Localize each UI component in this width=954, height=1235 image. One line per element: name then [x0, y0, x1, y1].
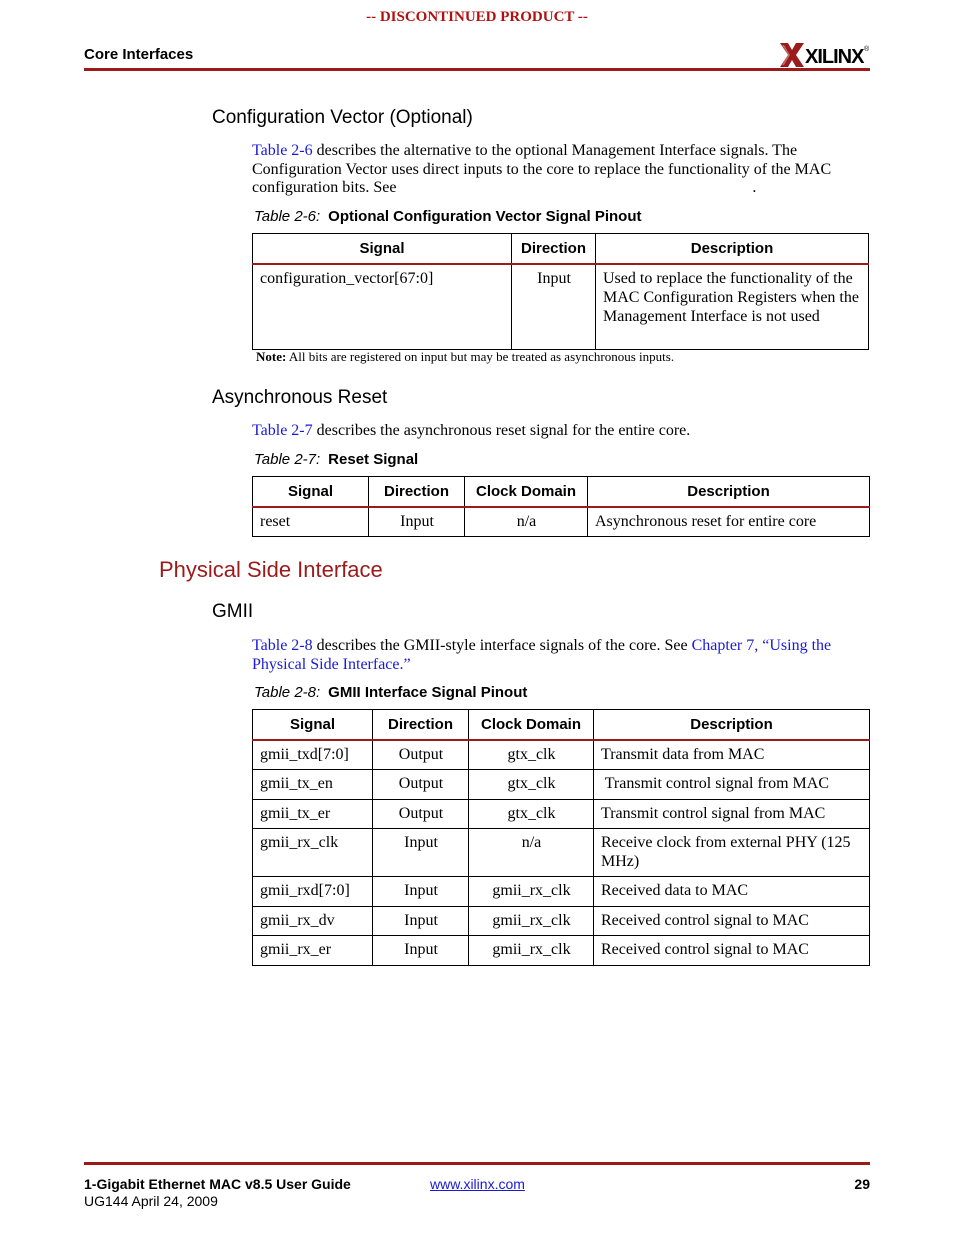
caption-table-2-8: [254, 684, 527, 701]
header-rule: [84, 68, 870, 71]
xilinx-logo: [778, 41, 870, 69]
table-row: [253, 876, 870, 906]
gmii-text: describes the GMII-style interface signals of the core. See: [312, 637, 692, 654]
cell-direction: Output: [373, 799, 469, 828]
section-heading-physical-side: Physical Side Interface: [159, 557, 383, 582]
header-direction: Direction: [373, 710, 469, 741]
table-row: [253, 769, 870, 799]
table-2-6: [252, 233, 869, 350]
cell-signal: gmii_txd[7:0]: [253, 740, 373, 769]
table-row: [253, 906, 870, 935]
cell-direction: Input: [373, 828, 469, 876]
section-heading-async-reset: Asynchronous Reset: [212, 387, 388, 408]
running-head: Core Interfaces: [84, 46, 194, 63]
caption-title: Optional Configuration Vector Signal Pinout: [328, 208, 642, 225]
table-row: [253, 740, 870, 769]
cell-direction: Output: [373, 740, 469, 769]
table-2-7: [252, 476, 870, 537]
table-header-row: [253, 710, 870, 741]
cell-signal: gmii_tx_er: [253, 799, 373, 828]
caption-label: Table 2-6:: [254, 208, 321, 225]
header-signal: Signal: [253, 477, 369, 508]
cell-description: Transmit control signal from MAC: [594, 799, 870, 828]
header-direction: Direction: [369, 477, 465, 508]
gmii-paragraph: [252, 637, 872, 674]
discontinued-banner: -- DISCONTINUED PRODUCT --: [366, 9, 588, 25]
cell-direction: Input: [369, 507, 465, 536]
table-header-row: [253, 234, 869, 265]
cell-direction: Input: [373, 906, 469, 935]
cell-description: Asynchronous reset for entire core: [588, 507, 870, 536]
cell-clock-domain: gmii_rx_clk: [469, 935, 594, 965]
cell-signal: gmii_rx_er: [253, 935, 373, 965]
cell-clock-domain: gmii_rx_clk: [469, 906, 594, 935]
footer-url-link[interactable]: www.xilinx.com: [430, 1176, 525, 1192]
note-text: All bits are registered on input but may be treated as asynchronous inputs.: [286, 349, 675, 364]
async-reset-text: describes the asynchronous reset signal for the entire core.: [312, 422, 691, 439]
cell-clock-domain: n/a: [465, 507, 588, 536]
xilinx-logo-icon: [778, 41, 870, 69]
caption-label: Table 2-8:: [254, 684, 321, 701]
logo-text: XILINX: [805, 46, 864, 68]
config-line-3-end: .: [752, 179, 757, 196]
config-vector-paragraph: [252, 142, 872, 198]
note-label: Note:: [256, 349, 287, 364]
cell-description: Used to replace the functionality of the MAC Configuration Registers when the Management Interface is not used: [596, 264, 869, 349]
header-direction: Direction: [512, 234, 596, 265]
config-line-3: configuration bits. See: [252, 179, 397, 196]
cell-direction: Output: [373, 769, 469, 799]
async-reset-paragraph: [252, 422, 690, 441]
table-2-8: [252, 709, 870, 966]
link-chapter-7-part-2[interactable]: Physical Side Interface.”: [252, 655, 411, 673]
link-chapter-7-part-1[interactable]: Chapter 7, “Using the: [691, 637, 832, 654]
footer-rule: [84, 1162, 870, 1165]
cell-description: Transmit control signal from MAC: [594, 769, 870, 799]
table-row: [253, 828, 870, 876]
caption-label: Table 2-7:: [254, 451, 321, 468]
cell-signal: gmii_rxd[7:0]: [253, 876, 373, 906]
table-row: [253, 799, 870, 828]
header-description: Description: [594, 710, 870, 741]
cell-direction: Input: [512, 264, 596, 349]
section-heading-config-vector: Configuration Vector (Optional): [212, 107, 473, 128]
cell-description: Received data to MAC: [594, 876, 870, 906]
header-description: Description: [588, 477, 870, 508]
table-row: [253, 935, 870, 965]
caption-table-2-6: [254, 208, 642, 225]
page-number: 29: [854, 1176, 870, 1192]
caption-title: GMII Interface Signal Pinout: [328, 684, 528, 701]
cell-description: Transmit data from MAC: [594, 740, 870, 769]
table-row: [253, 507, 870, 536]
cell-clock-domain: gtx_clk: [469, 740, 594, 769]
config-line-2: Configuration Vector uses direct inputs to the core to replace the functionality of the MAC: [252, 160, 832, 178]
cell-clock-domain: gmii_rx_clk: [469, 876, 594, 906]
cell-signal: configuration_vector[67:0]: [253, 264, 512, 349]
link-table-2-7[interactable]: Table 2-7: [252, 422, 313, 439]
cell-clock-domain: gtx_clk: [469, 799, 594, 828]
header-signal: Signal: [253, 234, 512, 265]
cell-clock-domain: n/a: [469, 828, 594, 876]
link-table-2-8[interactable]: Table 2-8: [252, 637, 313, 654]
caption-title: Reset Signal: [328, 451, 419, 468]
caption-table-2-7: [254, 451, 418, 468]
cell-signal: gmii_rx_clk: [253, 828, 373, 876]
config-line-1: describes the alternative to the optional Management Interface signals. The: [312, 142, 798, 159]
footer-guide-title: 1-Gigabit Ethernet MAC v8.5 User Guide: [84, 1176, 351, 1192]
cell-direction: Input: [373, 935, 469, 965]
section-heading-gmii: GMII: [212, 601, 254, 622]
table-header-row: [253, 477, 870, 508]
cell-description: Received control signal to MAC: [594, 935, 870, 965]
cell-description: Received control signal to MAC: [594, 906, 870, 935]
logo-mark: ®: [864, 46, 870, 53]
cell-clock-domain: gtx_clk: [469, 769, 594, 799]
header-description: Description: [596, 234, 869, 265]
cell-description: Receive clock from external PHY (125 MHz): [594, 828, 870, 876]
table-2-6-note: [256, 349, 674, 365]
cell-signal: gmii_tx_en: [253, 769, 373, 799]
footer-doc-id: UG144 April 24, 2009: [84, 1193, 218, 1209]
cell-signal: gmii_rx_dv: [253, 906, 373, 935]
table-row: [253, 264, 869, 349]
cell-direction: Input: [373, 876, 469, 906]
cell-signal: reset: [253, 507, 369, 536]
header-signal: Signal: [253, 710, 373, 741]
header-clock-domain: Clock Domain: [465, 477, 588, 508]
header-clock-domain: Clock Domain: [469, 710, 594, 741]
link-table-2-6[interactable]: Table 2-6: [252, 142, 313, 159]
